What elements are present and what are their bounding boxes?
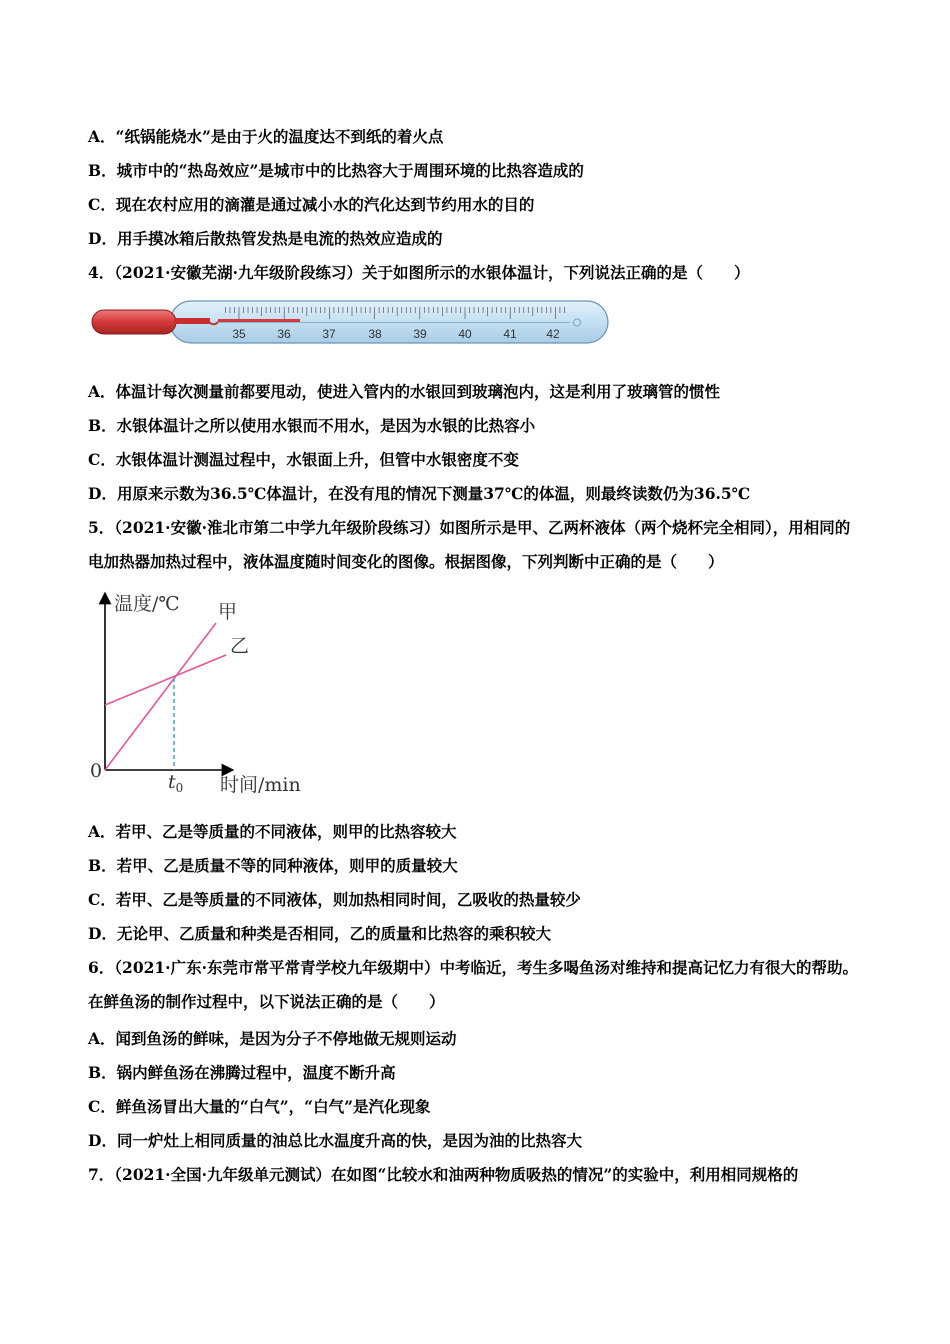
temperature-time-graph [88,588,328,803]
scale-label: 35 [232,327,246,341]
scale-label: 38 [368,327,382,341]
label-jia: 甲 [218,601,238,623]
mercury-neck [174,318,210,324]
q4-option-a: A．体温计每次测量前都要甩动，使进入管内的水银回到玻璃泡内，这是利用了玻璃管的惯性 [88,382,721,401]
scale-label: 41 [503,327,517,341]
mercury-column [218,319,300,322]
thermometer-bulb [92,310,176,334]
q6-option-a: A．闻到鱼汤的鲜味，是因为分子不停地做无规则运动 [88,1029,457,1048]
label-yi: 乙 [230,635,250,657]
thermometer-figure [90,298,612,346]
q5-option-c: C．若甲、乙是等质量的不同液体，则加热相同时间，乙吸收的热量较少 [88,890,581,909]
t0-label: $t_0$ [168,771,184,795]
q3-option-c: C．现在农村应用的滴灌是通过减小水的汽化达到节约用水的目的 [88,195,535,214]
q6-option-b: B．锅内鲜鱼汤在沸腾过程中，温度不断升高 [88,1063,396,1082]
scale-label: 40 [458,327,472,341]
q6-option-d: D．同一炉灶上相同质量的油总比水温度升高的快，是因为油的比热容大 [88,1131,582,1150]
scale-label: 39 [413,327,427,341]
q4-option-b: B．水银体温计之所以使用水银而不用水，是因为水银的比热容小 [88,416,536,435]
origin-label: 0 [90,760,103,782]
q4-option-d: D．用原来示数为36.5℃体温计，在没有甩的情况下测量37℃的体温，则最终读数仍为36.5℃ [88,484,751,503]
q6-option-c: C．鲜鱼汤冒出大量的“白气”，“白气”是汽化现象 [88,1097,431,1116]
scale-label: 36 [277,327,291,341]
line-jia [105,623,216,770]
q3-option-b: B．城市中的“热岛效应”是城市中的比热容大于周围环境的比热容造成的 [88,161,584,180]
q7-stem: 7．（2021·全国·九年级单元测试）在如图“比较水和油两种物质吸热的情况”的实验中，利用相同规格的 [88,1165,799,1184]
q5-option-d: D．无论甲、乙质量和种类是否相同，乙的质量和比热容的乘积较大 [88,924,551,943]
line-yi [105,655,226,705]
q4-option-c: C．水银体温计测温过程中，水银面上升，但管中水银密度不变 [88,450,519,469]
q3-option-d: D．用手摸冰箱后散热管发热是电流的热效应造成的 [88,229,443,248]
x-axis-label: 时间/min [220,774,301,796]
q5-option-a: A．若甲、乙是等质量的不同液体，则甲的比热容较大 [88,822,457,841]
scale-label: 37 [322,327,336,341]
q4-stem: 4．（2021·安徽芜湖·九年级阶段练习）关于如图所示的水银体温计，下列说法正确的是（ ） [88,263,750,282]
q5-option-b: B．若甲、乙是质量不等的同种液体，则甲的质量较大 [88,856,458,875]
q6-stem: 6．（2021·广东·东莞市常平常青学校九年级期中）中考临近，考生多喝鱼汤对维持和提高记忆力有很大的帮助。在鲜鱼汤的制作过程中，以下说法正确的是（ ） [88,958,858,1011]
q3-option-a: A．“纸锅能烧水”是由于火的温度达不到纸的着火点 [88,127,444,146]
q5-stem: 5．（2021·安徽·淮北市第二中学九年级阶段练习）如图所示是甲、乙两杯液体（两个烧杯完全相同），用相同的电加热器加热过程中，液体温度随时间变化的图像。根据图像，下列判断中正确的是（ ） [88,518,851,571]
scale-label: 42 [546,327,560,341]
y-axis-label: 温度/℃ [114,593,180,615]
